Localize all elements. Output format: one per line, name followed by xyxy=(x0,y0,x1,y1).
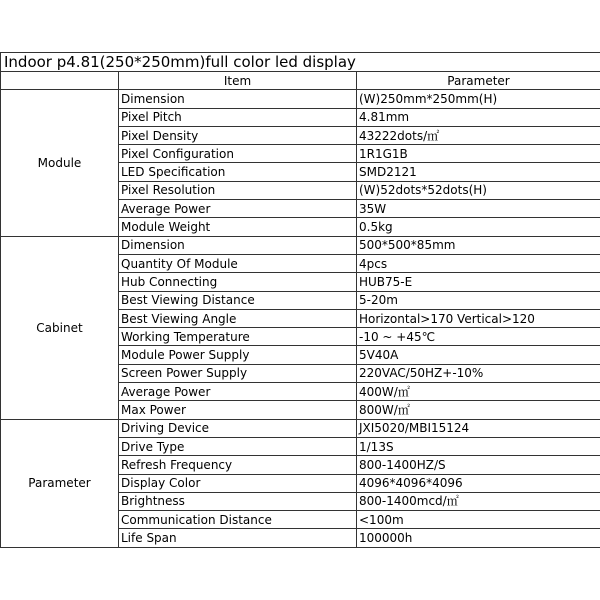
value-cell: (W)250mm*250mm(H) xyxy=(357,90,600,108)
item-cell: LED Specification xyxy=(119,163,357,181)
value-cell: -10 ~ +45℃ xyxy=(357,328,600,346)
item-cell: Dimension xyxy=(119,90,357,108)
value-cell: 35W xyxy=(357,200,600,218)
item-cell: Average Power xyxy=(119,383,357,401)
item-cell: Refresh Frequency xyxy=(119,456,357,474)
item-cell: Quantity Of Module xyxy=(119,254,357,272)
item-cell: Drive Type xyxy=(119,437,357,455)
value-cell: 4096*4096*4096 xyxy=(357,474,600,492)
item-cell: Pixel Configuration xyxy=(119,145,357,163)
item-header: Item xyxy=(119,72,357,90)
group-header-cell xyxy=(1,72,119,90)
value-cell: 5-20m xyxy=(357,291,600,309)
table-row xyxy=(1,236,600,254)
item-cell: Module Power Supply xyxy=(119,346,357,364)
value-cell: JXI5020/MBI15124 xyxy=(357,419,600,437)
header-row xyxy=(1,72,600,90)
value-cell: 0.5kg xyxy=(357,218,600,236)
value-cell: 5V40A xyxy=(357,346,600,364)
item-cell: Brightness xyxy=(119,492,357,510)
item-cell: Max Power xyxy=(119,401,357,419)
item-cell: Life Span xyxy=(119,529,357,547)
item-cell: Module Weight xyxy=(119,218,357,236)
table-row xyxy=(1,90,600,108)
item-cell: Working Temperature xyxy=(119,328,357,346)
parameter-header: Parameter xyxy=(357,72,600,90)
value-cell: 1/13S xyxy=(357,437,600,455)
item-cell: Communication Distance xyxy=(119,511,357,529)
value-cell: 800-1400HZ/S xyxy=(357,456,600,474)
table-row xyxy=(1,419,600,437)
value-cell: 400W/㎡ xyxy=(357,383,600,401)
value-cell: 800W/㎡ xyxy=(357,401,600,419)
value-cell: 220VAC/50HZ+-10% xyxy=(357,364,600,382)
item-cell: Best Viewing Angle xyxy=(119,309,357,327)
value-cell: (W)52dots*52dots(H) xyxy=(357,181,600,199)
group-label-parameter: Parameter xyxy=(1,419,119,547)
item-cell: Pixel Resolution xyxy=(119,181,357,199)
item-cell: Hub Connecting xyxy=(119,273,357,291)
title-row xyxy=(1,53,600,72)
item-cell: Pixel Density xyxy=(119,126,357,144)
value-cell: 1R1G1B xyxy=(357,145,600,163)
value-cell: Horizontal>170 Vertical>120 xyxy=(357,309,600,327)
value-cell: HUB75-E xyxy=(357,273,600,291)
value-cell: <100m xyxy=(357,511,600,529)
table-title: Indoor p4.81(250*250mm)full color led display xyxy=(1,53,600,72)
item-cell: Average Power xyxy=(119,200,357,218)
item-cell: Dimension xyxy=(119,236,357,254)
value-cell: 800-1400mcd/㎡ xyxy=(357,492,600,510)
group-label-cabinet: Cabinet xyxy=(1,236,119,419)
value-cell: 43222dots/㎡ xyxy=(357,126,600,144)
value-cell: 500*500*85mm xyxy=(357,236,600,254)
value-cell: 4pcs xyxy=(357,254,600,272)
item-cell: Display Color xyxy=(119,474,357,492)
item-cell: Best Viewing Distance xyxy=(119,291,357,309)
spec-table xyxy=(0,52,600,548)
item-cell: Screen Power Supply xyxy=(119,364,357,382)
value-cell: 100000h xyxy=(357,529,600,547)
item-cell: Pixel Pitch xyxy=(119,108,357,126)
spec-table-body xyxy=(1,53,600,548)
group-label-module: Module xyxy=(1,90,119,236)
value-cell: 4.81mm xyxy=(357,108,600,126)
value-cell: SMD2121 xyxy=(357,163,600,181)
item-cell: Driving Device xyxy=(119,419,357,437)
